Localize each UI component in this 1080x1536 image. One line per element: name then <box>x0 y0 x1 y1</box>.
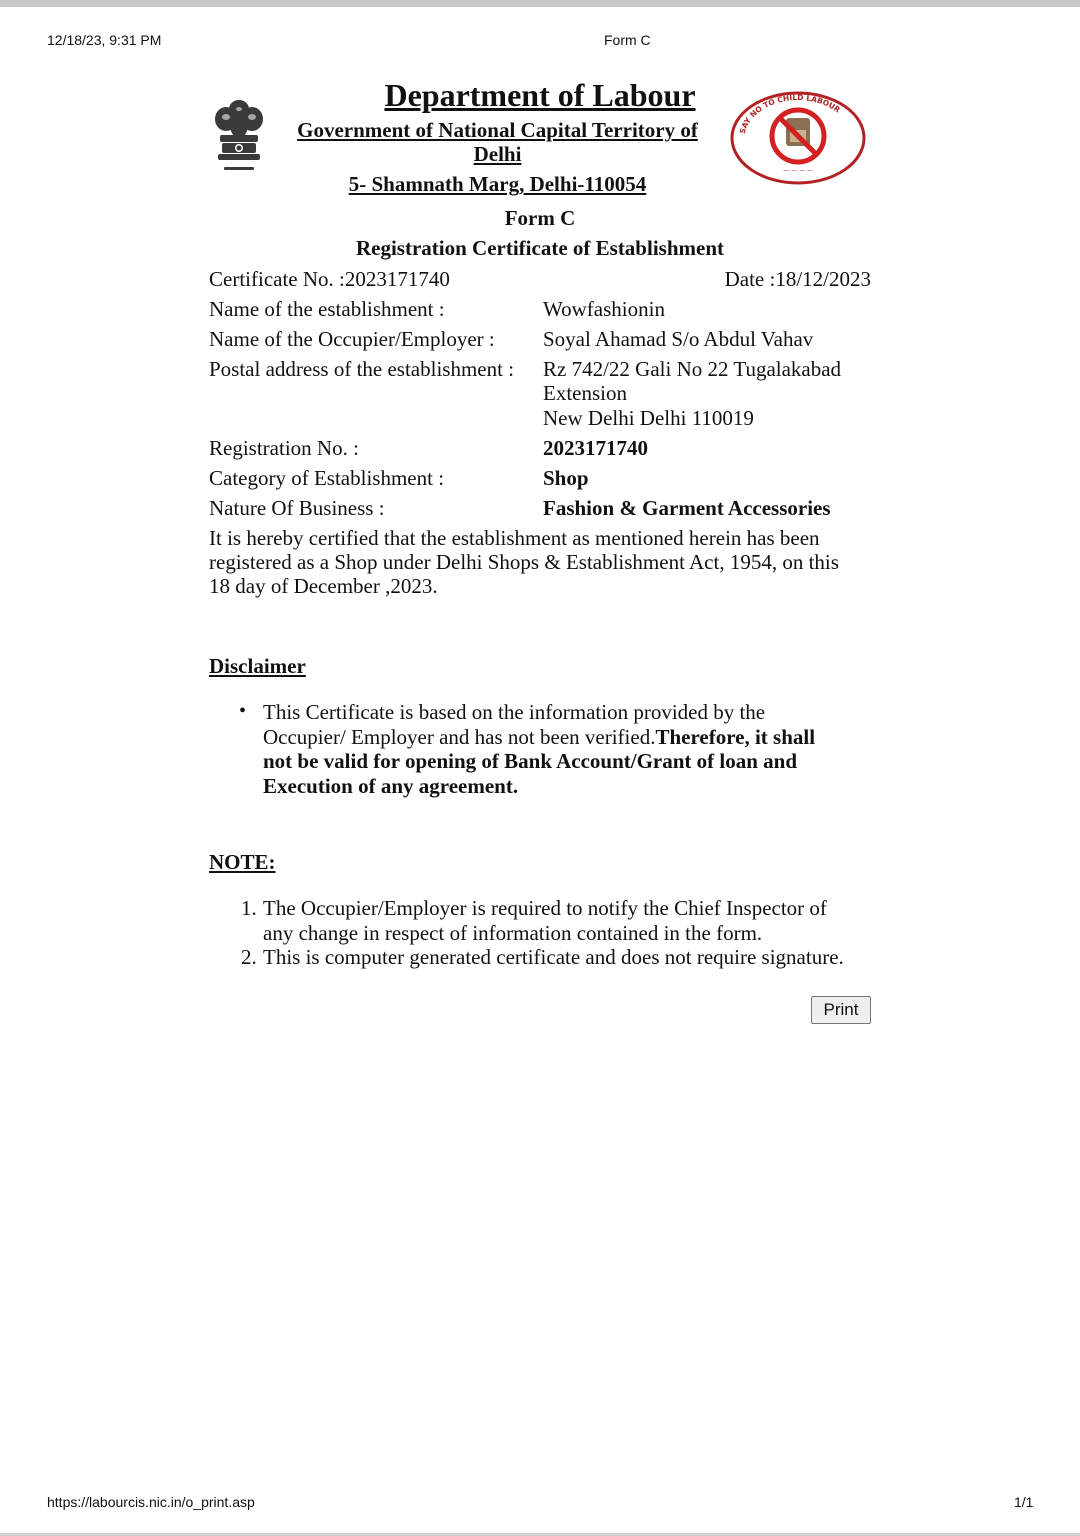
print-button[interactable]: Print <box>811 996 871 1024</box>
government-line-1: Government of National Capital Territory of <box>297 118 698 142</box>
certificate-title: Registration Certificate of Establishment <box>355 236 724 260</box>
note-heading: NOTE: <box>209 850 276 874</box>
disclaimer-heading: Disclaimer <box>209 654 306 678</box>
disclaimer-list <box>239 700 863 798</box>
certificate-number-label: Certificate No. : <box>209 267 345 291</box>
bullet-icon: • <box>239 700 247 722</box>
note-item-text <box>263 945 878 970</box>
certification-line-1: It is hereby certified that the establishment as mentioned herein has been <box>209 526 820 550</box>
establishment-label: Name of the establishment : <box>209 297 445 321</box>
postal-address-row <box>209 357 871 432</box>
registration-number-label: Registration No. : <box>209 436 359 460</box>
top-border <box>0 0 1080 7</box>
note-item-2-line-1: This is computer generated certificate and does not require signature. <box>263 945 844 969</box>
disclaimer-line-1: This Certificate is based on the information provided by the <box>263 700 766 724</box>
form-title: Form C <box>504 206 576 230</box>
certificate-number-value: 2023171740 <box>344 267 450 291</box>
employer-label: Name of the Occupier/Employer : <box>209 327 495 351</box>
postal-address-line-1: Rz 742/22 Gali No 22 Tugalakabad <box>543 357 842 381</box>
svg-text:— — — —: — — — — <box>783 167 813 174</box>
nature-of-business-value: Fashion & Garment Accessories <box>543 496 831 520</box>
disclaimer-line-2-normal: Occupier/ Employer and has not been verified. <box>263 724 656 749</box>
disclaimer-line-4: Execution of any agreement. <box>263 773 519 798</box>
government-title <box>285 118 710 166</box>
category-label: Category of Establishment : <box>209 466 445 490</box>
date-field <box>725 267 871 291</box>
note-item-number: 1. <box>241 896 257 920</box>
print-page-title: Form C <box>604 32 651 48</box>
disclaimer-line-2 <box>263 725 863 750</box>
date-value: 18/12/2023 <box>775 267 871 291</box>
note-item-1-line-1: The Occupier/Employer is required to notify the Chief Inspector of <box>263 896 827 920</box>
nature-of-business-label: Nature Of Business : <box>209 496 385 520</box>
note-item-number: 2. <box>241 945 257 969</box>
child-labour-logo-text: SAY NO TO CHILD LABOUR <box>737 92 842 135</box>
print-datetime: 12/18/23, 9:31 PM <box>47 32 162 48</box>
postal-address-line-3: New Delhi Delhi 110019 <box>543 406 754 430</box>
employer-value: Soyal Ahamad S/o Abdul Vahav <box>543 327 814 351</box>
certification-line-3: 18 day of December ,2023. <box>209 574 438 598</box>
certificate-number-field <box>209 267 450 291</box>
certification-statement <box>209 526 874 598</box>
registration-number-value: 2023171740 <box>543 436 648 460</box>
print-page-count: 1/1 <box>1014 1494 1034 1510</box>
note-item-text <box>263 896 878 945</box>
print-footer-url[interactable]: https://labourcis.nic.in/o_print.asp <box>47 1494 255 1510</box>
disclaimer-line-3: not be valid for opening of Bank Account/Grant of loan and <box>263 749 798 773</box>
certification-line-2: registered as a Shop under Delhi Shops & Establishment Act, 1954, on this <box>209 550 839 574</box>
establishment-value: Wowfashionin <box>543 297 665 321</box>
disclaimer-line-2-bold: Therefore, it shall <box>655 724 816 749</box>
date-label: Date : <box>724 267 776 291</box>
note-item-1-line-2: any change in respect of information contained in the form. <box>263 920 763 945</box>
government-line-2: Delhi <box>473 142 522 166</box>
department-address: 5- Shamnath Marg, Delhi-110054 <box>348 172 647 196</box>
note-item <box>241 945 881 971</box>
say-no-to-child-labour-logo-icon <box>728 90 868 186</box>
postal-address-label: Postal address of the establishment : <box>209 357 515 381</box>
note-item <box>241 896 881 946</box>
department-title: Department of Labour <box>384 77 696 113</box>
postal-address-line-2: Extension <box>543 381 627 405</box>
category-value: Shop <box>543 466 589 490</box>
